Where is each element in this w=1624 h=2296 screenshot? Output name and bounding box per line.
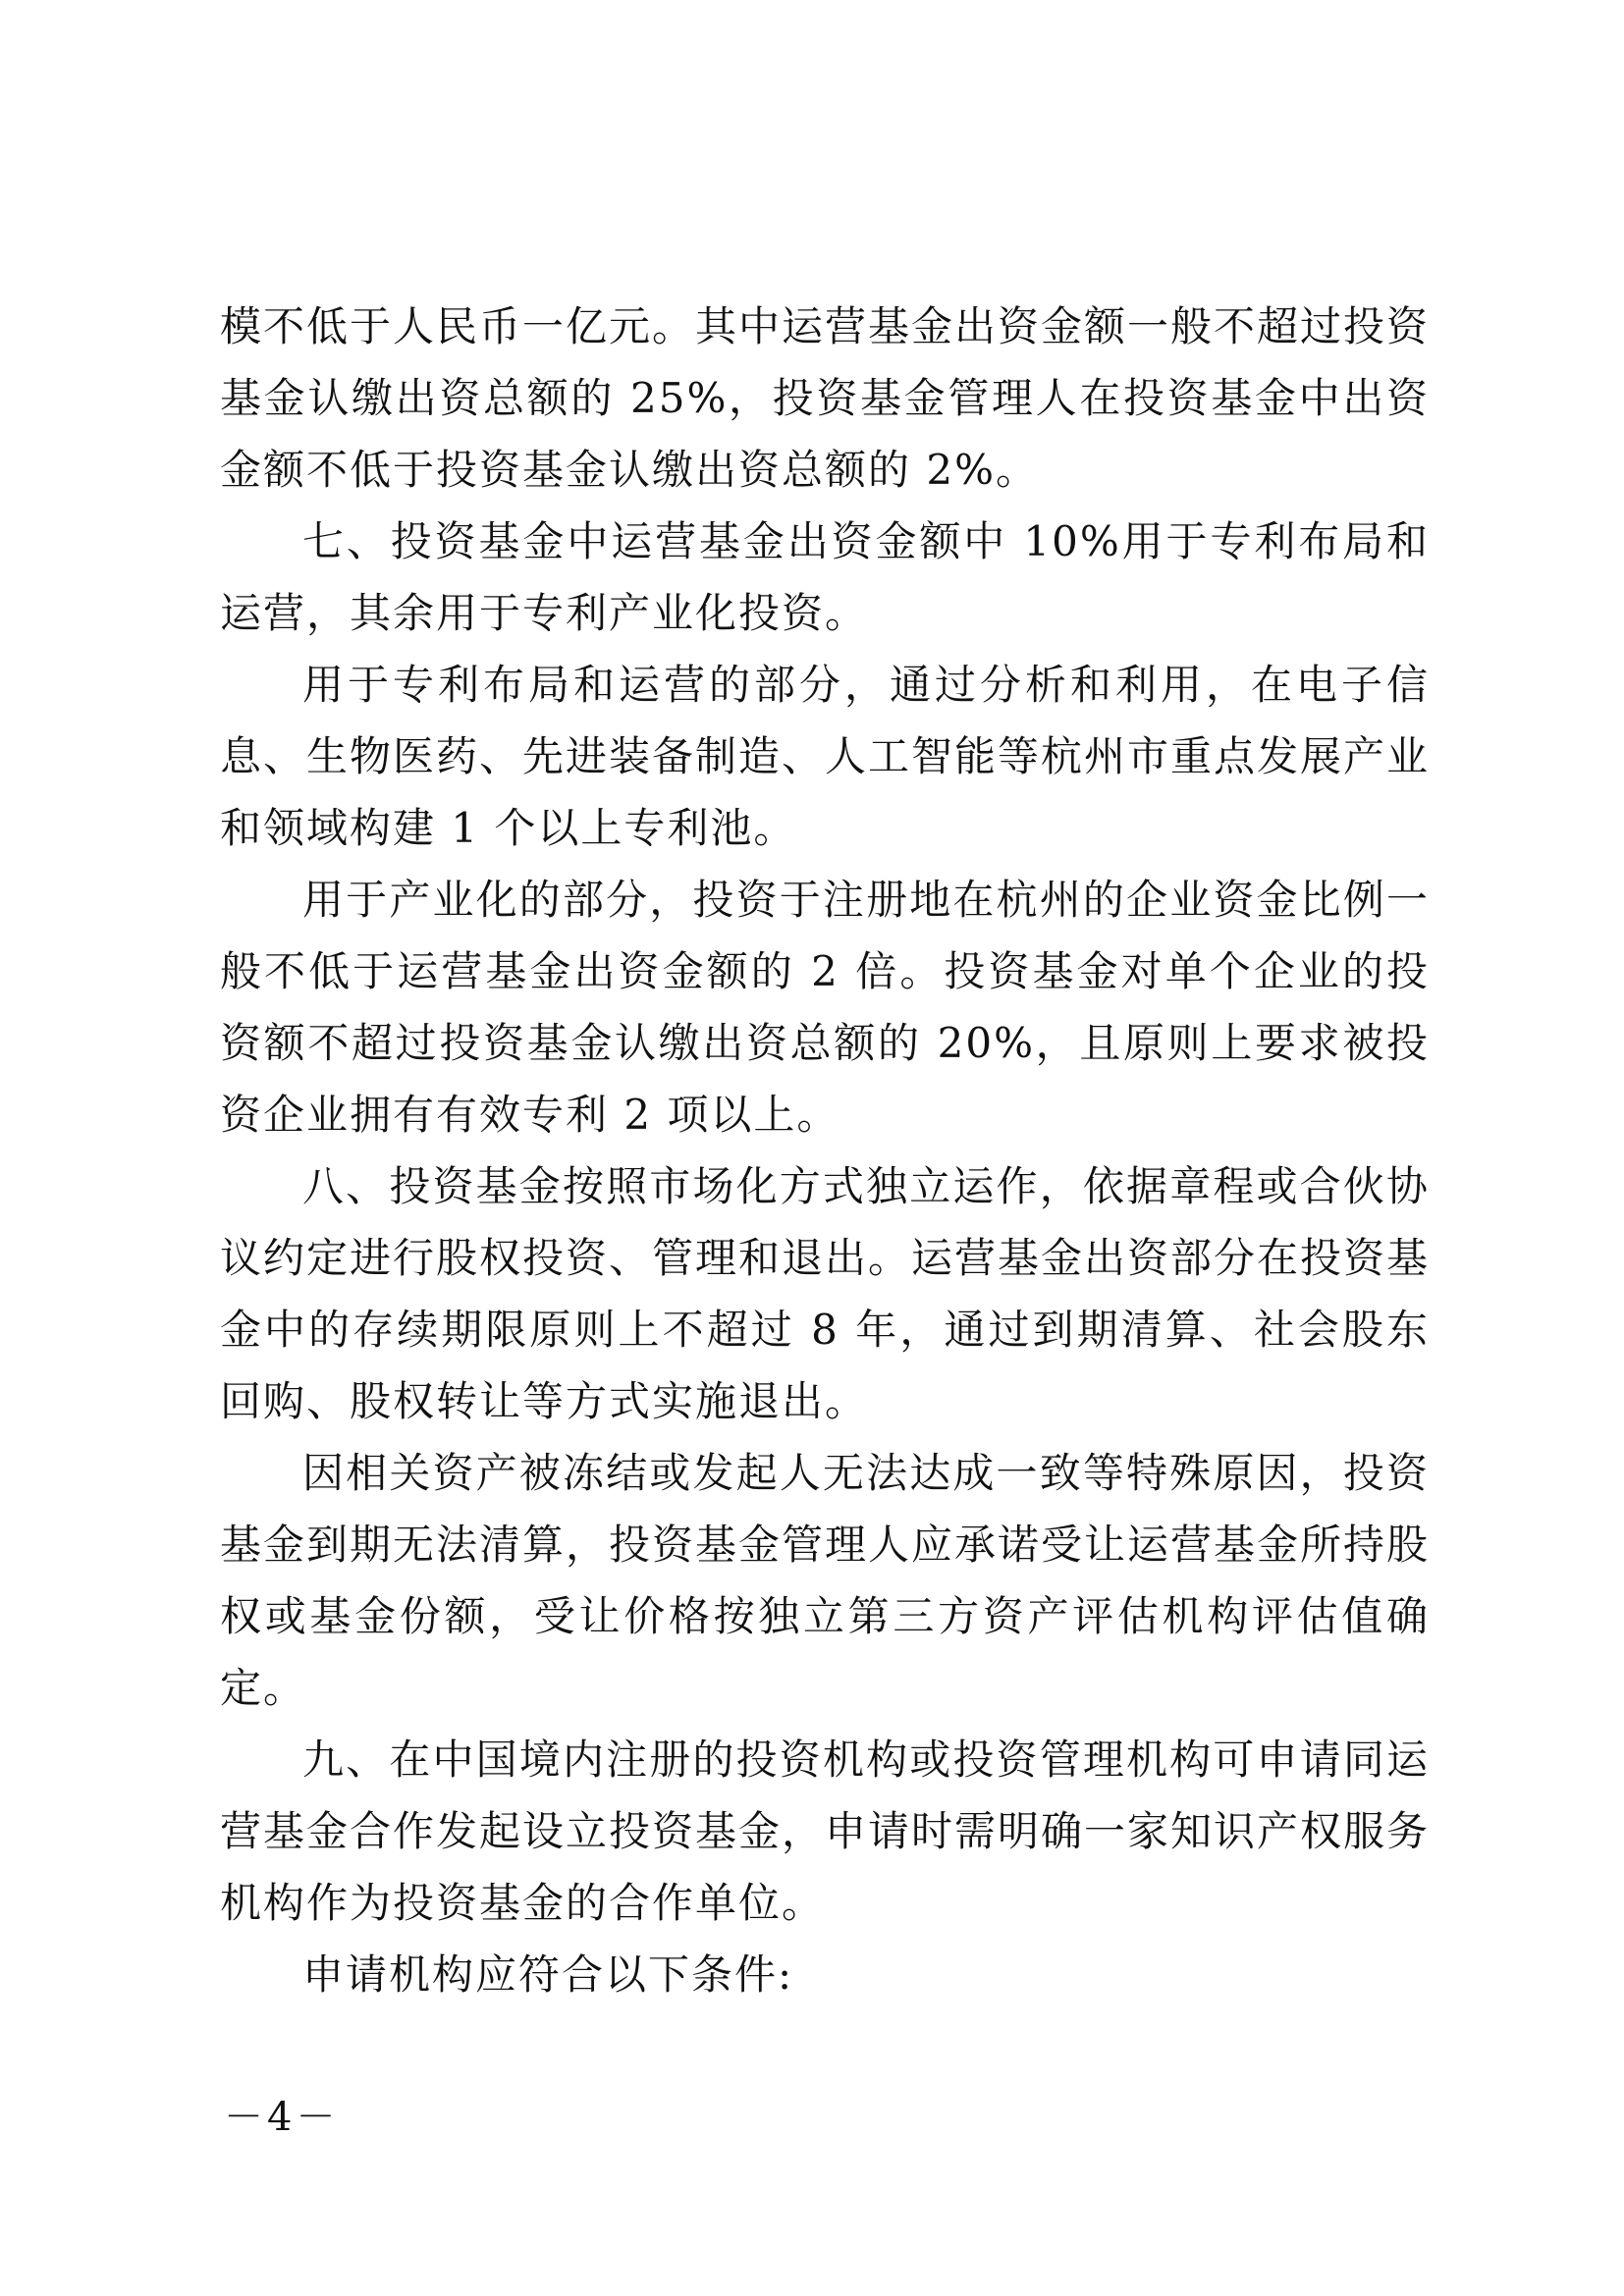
paragraph-industrialization: 用于产业化的部分，投资于注册地在杭州的企业资金比例一般不低于运营基金出资金额的 2 倍。投资基金对单个企业的投资额不超过投资基金认缴出资总额的 20%，且原则上要求被投资企业拥有有效专利 2 项以上。: [220, 876, 1430, 1139]
document-body: [220, 291, 1430, 2010]
paragraph-fund-scale: 模不低于人民币一亿元。其中运营基金出资金额一般不超过投资基金认缴出资总额的 25%，投资基金管理人在投资基金中出资金额不低于投资基金认缴出资总额的 2%。: [220, 302, 1431, 494]
paragraph-patent-layout: 用于专利布局和运营的部分，通过分析和利用，在电子信息、生物医药、先进装备制造、人工智能等杭州市重点发展产业和领域构建 1 个以上专利池。: [220, 661, 1431, 852]
page-number: －4－: [224, 2095, 340, 2140]
paragraph-conditions-intro: 申请机构应符合以下条件:: [302, 1950, 794, 1999]
paragraph-item-7: 七、投资基金中运营基金出资金额中 10%用于专利布局和运营，其余用于专利产业化投资。: [220, 517, 1430, 637]
paragraph-special-exit: 因相关资产被冻结或发起人无法达成一致等特殊原因，投资基金到期无法清算，投资基金管理人应承诺受让运营基金所持股权或基金份额，受让价格按独立第三方资产评估机构评估值确定。: [220, 1449, 1431, 1712]
paragraph-item-8: 八、投资基金按照市场化方式独立运作，依据章程或合伙协议约定进行股权投资、管理和退出。运营基金出资部分在投资基金中的存续期限原则上不超过 8 年，通过到期清算、社会股东回购、股权转让等方式实施退出。: [220, 1162, 1431, 1425]
paragraph-item-9: 九、在中国境内注册的投资机构或投资管理机构可申请同运营基金合作发起设立投资基金，申请时需明确一家知识产权服务机构作为投资基金的合作单位。: [220, 1735, 1431, 1927]
